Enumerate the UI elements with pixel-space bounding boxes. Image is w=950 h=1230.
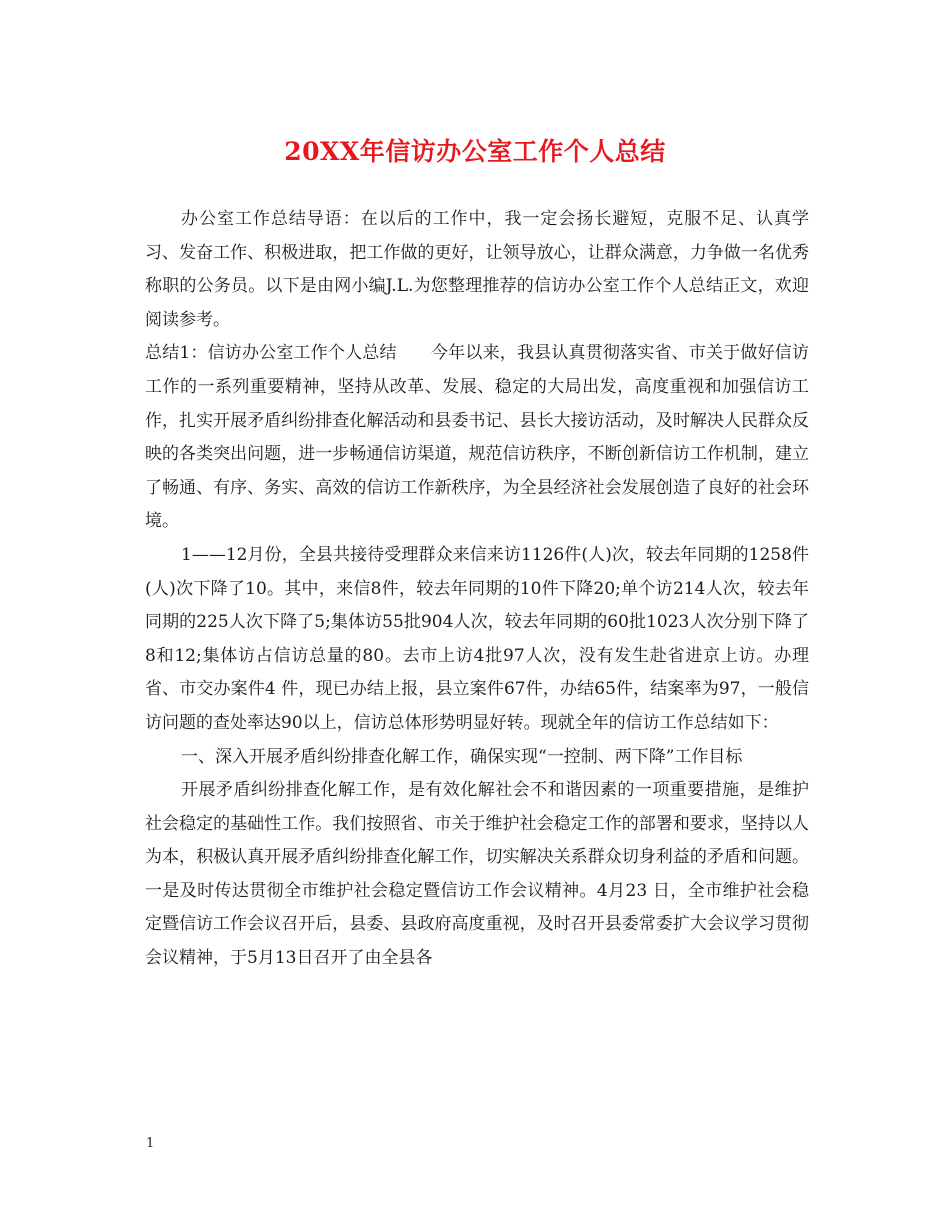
section-heading-1: 一、深入开展矛盾纠纷排查化解工作，确保实现“一控制、两下降”工作目标 <box>181 746 743 767</box>
statistics-paragraph: 1——12月份，全县共接待受理群众来信来访1126件(人)次，较去年同期的1258件(人)次下降了10。其中，来信8件，较去年同期的10件下降20;单个访214人次，较去年同期的225人次下降了5;集体访55批904人次，较去年同期的60批1023人次分别下降了8和12;集体访占信访总量的80。去市上访4批97人次，没有发生赴省进京上访。办理省、市交办案件4 件，现已办结上报，县立案件67件，办结65件，结案率为97，一般信访问题的查处率达90以上，信访总体形势明显好转。现就全年的信访工作总结如下： <box>145 544 809 733</box>
document-title: 20XX年信访办公室工作个人总结 <box>284 137 666 166</box>
summary-1-paragraph: 总结1：信访办公室工作个人总结 今年以来，我县认真贯彻落实省、市关于做好信访工作的一系列重要精神，坚持从改革、发展、稳定的大局出发，高度重视和加强信访工作，扎实开展矛盾纠纷排查化解活动和县委书记、县长大接访活动，及时解决人民群众反映的各类突出问题，进一步畅通信访渠道，规范信访秩序，不断创新信访工作机制，建立了畅通、有序、务实、高效的信访工作新秩序，为全县经济社会发展创造了良好的社会环境。 <box>145 343 809 532</box>
intro-paragraph: 办公室工作总结导语：在以后的工作中，我一定会扬长避短，克服不足、认真学习、发奋工作、积极进取，把工作做的更好，让领导放心，让群众满意，力争做一名优秀称职的公务员。以下是由网小编J.L.为您整理推荐的信访办公室工作个人总结正文，欢迎阅读参考。 <box>145 209 809 330</box>
section-1-paragraph: 开展矛盾纠纷排查化解工作，是有效化解社会不和谐因素的一项重要措施，是维护社会稳定的基础性工作。我们按照省、市关于维护社会稳定工作的部署和要求，坚持以人为本，积极认真开展矛盾纠纷排查化解工作，切实解决关系群众切身利益的矛盾和问题。一是及时传达贯彻全市维护社会稳定暨信访工作会议精神。4月23 日，全市维护社会稳定暨信访工作会议召开后，县委、县政府高度重视，及时召开县委常委扩大会议学习贯彻会议精神，于5月13日召开了由全县各 <box>145 780 809 969</box>
document-body <box>145 203 809 976</box>
page-number: 1 <box>146 1136 155 1151</box>
